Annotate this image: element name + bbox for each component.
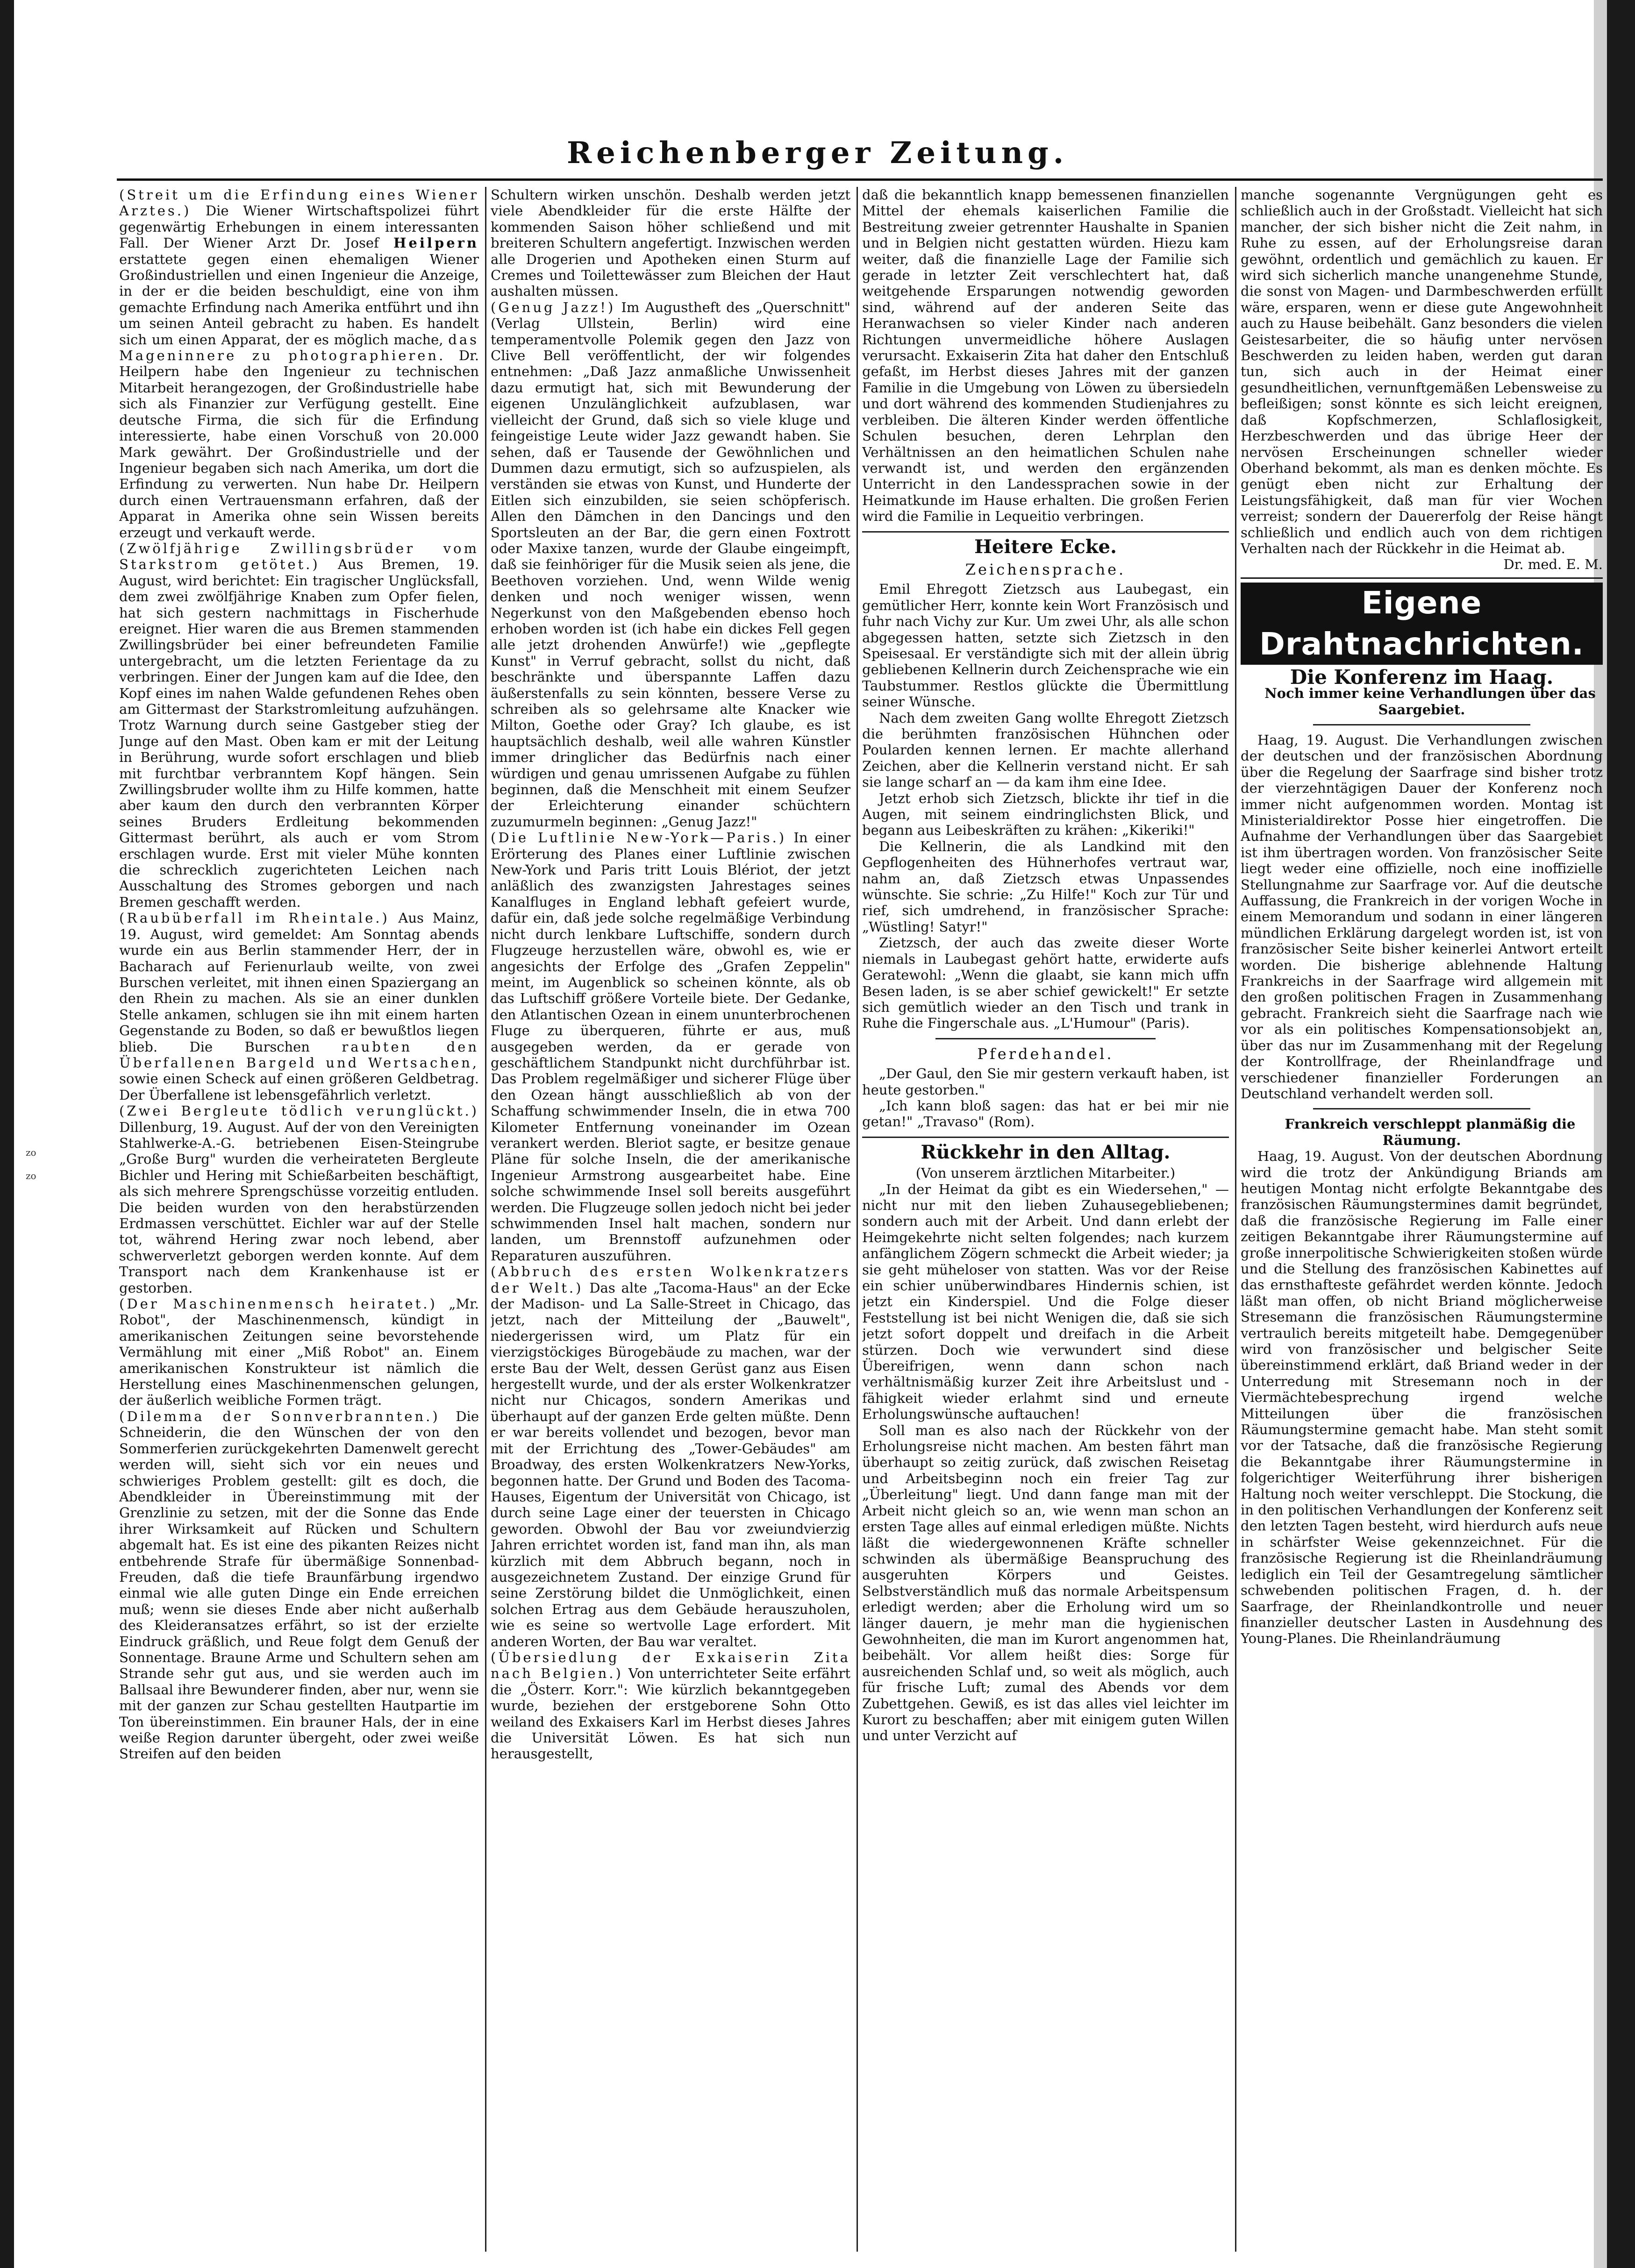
- article-text: raubten den Überfallenen Bargeld und Wertsachen,: [119, 1038, 479, 1071]
- divider: [1313, 1108, 1530, 1109]
- subheadline: Noch immer keine Verhandlungen über das Saargebiet.: [1264, 685, 1596, 718]
- scan-edge-right: [1607, 0, 1635, 2268]
- margin-mark: zo: [26, 1147, 36, 1158]
- article-text: „In der Heimat da gibt es ein Wiedersehen," — nicht nur mit den lieben Zuhausegebliebenen; sondern auch mit der Arbeit. Und dann erlebt der Heimgekehrte nicht selten folgendes; nach kurzem anfänglichem Zögern schmeckt die Arbeit wieder; ja sie geht müheloser von statten. Was vor der Reise ein schier unüberwindbares Hindernis schien, ist jetzt ein Kinderspiel. Und die Folge dieser Feststellung ist bei nicht Wenigen die, daß sie sich jetzt sofort doppelt und dreifach in die Arbeit stürzen. Doch wie verwundert sind diese Übereifrigen, wenn dann schon nach verhältnismäßig kurzer Zeit ihre Arbeitslust und -fähigkeit wieder erlahmt sind und erneute Erholungswünsche auftauchen!: [862, 1181, 1229, 1422]
- source-credit: „Travaso" (Rom).: [917, 1114, 1035, 1130]
- article-text: Haag, 19. August. Von der deutschen Abordnung wird die trotz der Ankündigung Briands am heutigen Montag nicht erfolgte Bekanntgabe des französischen Räumungstermines damit begründet, daß die französische Regierung im Falle einer zeitigen Bekanntgabe ihrer Räumungstermine auf große innerpolitische Schwierigkeiten stoßen würde und die Stellung des französischen Kabinettes auf das ernsthafteste gefährdet werden könnte. Jedoch läßt man offen, ob nicht Briand möglicherweise Stresemann die französischen Räumungstermine vertraulich bereits mitgeteilt habe. Demgegenüber wird von französischer und belgischer Seite übereinstimmend erklärt, daß Briand weder in der Unterredung mit Stresemann noch in der Viermächtebesprechung irgend welche Mitteilungen über die französischen Räumungstermine gemacht habe. Man steht somit vor der Tatsache, daß die französische Regierung die Bekanntgabe ihrer Räumungstermine in folgerichtiger Weiterführung ihrer bisherigen Haltung noch weiter verschleppt. Die Stockung, die in den politischen Verhandlungen der Konferenz seit den letzten Tagen besteht, wird hierdurch aufs neue in schärfster Weise gekennzeichnet. Für die französische Regierung ist die Rheinlandräumung lediglich ein Teil der Gesamtregelung sämtlicher schwebenden politischen Fragen, d. h. der Saarfrage, der Rheinlandkontrolle und neuer finanzieller deutscher Lasten in Ausdehnung des Young-Planes. Die Rheinlandräumung: [1241, 1148, 1603, 1647]
- article-text: sowie einen Scheck auf einen größeren Geldbetrag. Der Überfallene ist lebensgefährlich verletzt.: [119, 1071, 479, 1103]
- article: [119, 187, 479, 540]
- divider: [1313, 724, 1530, 725]
- article-heading: (Zwölfjährige Zwillingsbrüder vom Starkstrom getötet.): [119, 540, 479, 573]
- source-credit: „L'Humour" (Paris).: [1053, 1015, 1190, 1031]
- signature: Dr. med. E. M.: [1503, 556, 1603, 573]
- divider: [935, 1038, 1156, 1039]
- article: [119, 1296, 479, 1408]
- article-text: Schultern wirken unschön. Deshalb werden jetzt viele Abendkleider für die erste Hälfte der kommenden Saison höher schließend und mit breiteren Schultern angefertigt. Inzwischen werden alle Drogerien und Apotheken einen Sturm auf Cremes und Toilettewässer zum Bleichen der Haut aushalten müssen.: [491, 187, 850, 299]
- subheading: Pferdehandel.: [977, 1045, 1114, 1063]
- article-text: „Ich kann bloß sagen: das hat er bei mir nie getan!": [862, 1097, 1229, 1130]
- article-heading: (Zwei Bergleute tödlich verunglückt.): [119, 1103, 479, 1119]
- article: [119, 1408, 479, 1762]
- article-text: Die Kellnerin, die als Landkind mit den Gepflogenheiten des Hühnerhofes vertraut war, nahm an, daß Zietzsch etwas Unpassendes wünschte. Sie schrie: „Zu Hilfe!" Koch zur Tür und rief, sich umdrehend, in französischer Sprache: „Wüstling! Satyr!": [862, 838, 1229, 935]
- article-heading: (Die Luftlinie New-York—Paris.): [491, 830, 787, 846]
- article: [491, 830, 850, 1264]
- article-heading: (Dilemma der Sonnverbrannten.): [119, 1408, 440, 1424]
- article-text: Aus Bremen, 19. August, wird berichtet: Ein tragischer Unglücksfall, dem zwei zwölfjährige Knaben zum Opfer fielen, hat sich gestern nachmittags in Fischerhude ereignet. Hier waren die aus Bremen stammenden Zwillingsbrüder bei einer befreundeten Familie untergebracht, um die letzten Ferientage da zu verbringen. Einer der Jungen kam auf die Idee, den Kopf eines im nahen Walde gefundenen Rehes oben am Gittermast der Starkstromleitung aufzuhängen. Trotz Warnung durch seine Gastgeber stieg der Junge auf den Mast. Oben kam er mit der Leitung in Berührung, wurde sofort erschlagen und blieb mit furchtbar verbranntem Kopf hängen. Sein Zwillingsbruder wollte ihm zu Hilfe kommen, hatte aber kaum den durch den verbrannten Körper seines Bruders Erdleitung bekommenden Gittermast berührt, als auch er vom Strom erschlagen wurde. Erst mit vieler Mühe konnten die schrecklich zugerichteten Leichen nach Ausschaltung des Stromes geborgen und nach Bremen geschafft werden.: [119, 556, 479, 910]
- section-heading-heitere-ecke: Heitere Ecke.: [974, 535, 1117, 558]
- article: [491, 1649, 850, 1762]
- article-text: „Mr. Robot", der Maschinenmensch, kündigt in amerikanischen Zeitungen seine bevorstehende Vermählung mit einer „Miß Robot" an. Einem amerikanischen Konstrukteur ist nämlich die Herstellung eines Maschinenmenschen gelungen, der äußerlich weibliche Formen trägt.: [119, 1296, 479, 1408]
- article-text: erstattete gegen einen ehemaligen Wiener Großindustriellen und einen Ingenieur die Anzeige, in der er die beiden beschuldigt, eine von ihm gemachte Erfindung nach Amerika entführt und ihn um seinen Anteil gebracht zu haben. Es handelt sich um einen Apparat, der es möglich mache,: [119, 251, 479, 348]
- section-banner: Eigene Drahtnachrichten.: [1241, 583, 1603, 665]
- article-text: Dillenburg, 19. August. Auf der von den Vereinigten Stahlwerke-A.-G. betriebenen Eisen-Steingrube „Große Burg" wurden die verheirateten Bergleute Bichler und Hering mit Schießarbeiten beschäftigt, als sich mehrere Sprengschüsse vorzeitig entluden. Die beiden wurden von den herabstürzenden Erdmassen verschüttet. Eichler war auf der Stelle tot, während Hering zwar noch lebend, aber schwerverletzt geborgen werden konnte. Auf dem Transport nach dem Krankenhause ist er gestorben.: [119, 1119, 479, 1296]
- section-rule: [862, 1137, 1229, 1138]
- article-text: Emil Ehregott Zietzsch aus Laubegast, ein gemütlicher Herr, konnte kein Wort Französisch und fuhr nach Vichy zur Kur. Um zwei Uhr, als alle schon abgegessen hatten, setzte sich Zietzsch in den Speisesaal. Er verständigte sich mit der allein übrig gebliebenen Kellnerin durch Zeichensprache wie ein Taubstummer. Restlos glückte die Übermittlung seiner Wünsche.: [862, 581, 1229, 710]
- section-heading-rueckkehr: Rückkehr in den Alltag.: [921, 1141, 1171, 1163]
- article-text: [862, 1098, 1229, 1130]
- column-4: [1241, 187, 1603, 2247]
- article-text: Aus Mainz, 19. August, wird gemeldet: Am Sonntag abends wurde ein aus Berlin stammender Herr, der in Bacharach auf Ferienurlaub weilte, von zwei Burschen verleitet, mit ihnen einen Spaziergang an den Rhein zu machen. Als sie an einer dunklen Stelle ankamen, schlugen sie ihn mit einem harten Gegenstande zu Boden, so daß er bewußtlos liegen blieb. Die Burschen: [119, 910, 479, 1055]
- article: [491, 1264, 850, 1649]
- section-rule: [862, 531, 1229, 533]
- article-text: In einer Erörterung des Planes einer Luftlinie zwischen New-York und Paris tritt Louis Blériot, der jetzt anläßlich des zwanzigsten Jahrestages seines Kanalfluges in England lebhaft gefeiert wurde, dafür ein, daß jede solche regelmäßige Verbindung nicht durch lenkbare Luftschiffe, sondern durch Flugzeuge herzustellen wäre, obwohl es, wie er angesichts der Erfolge des „Grafen Zeppelin" meint, im Augenblick so scheinen könnte, als ob das Luftschiff größere Vorteile biete. Der Gedanke, den Atlantischen Ozean in einem ununterbrochenen Fluge zu überqueren, führte er aus, muß ausgegeben werden, da er gerade von geschäftlichem Standpunkt nicht durchführbar ist. Das Problem regelmäßiger und sicherer Flüge über den Ozean hängt ausschließlich ab von der Schaffung schwimmender Inseln, die in etwa 700 Kilometer Entfernung voneinander im Ozean verankert werden. Bleriot sagte, er besitze genaue Pläne für solche Inseln, die der amerikanische Ingenieur Armstrong ausgearbeitet habe. Eine solche schwimmende Insel soll bereits ausgeführt werden. Die Flugzeuge sollen jedoch nicht bei jeder schwimmenden Insel halt machen, sondern nur landen, um Brennstoff aufzunehmen oder Reparaturen auszuführen.: [491, 830, 850, 1264]
- byline: (Von unserem ärztlichen Mitarbeiter.): [915, 1165, 1176, 1181]
- headline: Die Konferenz im Haag.: [1290, 665, 1554, 689]
- article: [119, 540, 479, 910]
- article-text: Heilpern: [393, 235, 479, 251]
- column-divider: [485, 187, 486, 2252]
- article-heading: (Streit um die Erfindung eines Wiener Arztes.): [119, 187, 479, 219]
- article-text: Die Wiener Wirtschaftspolizei führt gegenwärtig Erhebungen in einem interessanten Fall. Der Wiener Arzt Dr. Josef: [119, 203, 479, 251]
- article-text: Zietzsch, der auch das zweite dieser Worte niemals in Laubegast gehört hatte, erwiderte aufs Geratewohl: „Wenn die glaabt, sie kann mich uffn Besen laden, is se aber schief gewickelt!" Er setzte sich gemütlich wieder an den Tisch und trank in Ruhe die Fingerschale aus.: [862, 935, 1229, 1031]
- article-heading: (Abbruch des ersten Wolkenkratzers der Welt.): [491, 1264, 850, 1296]
- column-divider: [857, 187, 858, 2252]
- article-text: manche sogenannte Vergnügungen geht es schließlich auch in der Großstadt. Vielleicht hat sich mancher, der sich bisher nicht die Zeit nahm, in Ruhe zu essen, auf der Erholungsreise daran gewöhnt, ordentlich und gemächlich zu kauen. Er wird sich sicherlich manche unangenehme Stunde, die sonst von Magen- und Darmbeschwerden erfüllt wäre, ersparen, wenn er diese gute Angewohnheit auch zu Hause beibehält. Ganz besonders die vielen Geistesarbeiter, die so häufig unter nervösen Beschwerden zu leiden haben, werden gut daran tun, sich auch in der Heimat einer gesundheitlichen, vernunftgemäßen Lebensweise zu befleißigen; sonst könnte es sich leicht ereignen, daß Kopfschmerzen, Schlaflosigkeit, Herzbeschwerden und das übrige Heer der nervösen Erscheinungen schneller wieder Oberhand bekommt, als man es denken möchte. Es genügt eben nicht zur Erhaltung der Leistungsfähigkeit, daß man für vier Wochen verreist; sondern der Dauererfolg der Reise hängt schließlich und endlich auch von dem richtigen Verhalten nach der Rückkehr in die Heimat ab.: [1241, 187, 1603, 556]
- article-heading: (Raubüberfall im Rheintale.): [119, 910, 390, 926]
- article-text: das Mageninnere zu photographieren.: [119, 331, 479, 364]
- column-3: [862, 187, 1229, 2247]
- article-heading: (Der Maschinenmensch heiratet.): [119, 1296, 437, 1312]
- scan-edge-left: [0, 0, 14, 2268]
- column-2: [491, 187, 850, 2247]
- article: [119, 1103, 479, 1296]
- article-text: Jetzt erhob sich Zietzsch, blickte ihr tief in die Augen, mit seinem eindringlichsten Blick, und begann aus Leibeskräften zu krähen: „Kikeriki!": [862, 790, 1229, 839]
- article-text: Soll man es also nach der Rückkehr von der Erholungsreise nicht machen. Am besten fährt man überhaupt so zeitig zurück, daß zwischen Reisetag und Arbeitsbeginn noch ein freier Tag zur „Überleitung" liegt. Und dann fange man mit der Arbeit nicht gleich so an, wie wenn man schon an ersten Tage alles auf einmal erledigen müßte. Nichts läßt die wiedergewonnenen Kräfte schneller schwinden als übermäßige Beanspruchung des ausgeruhten Körpers und Geistes. Selbstverständlich muß das normale Arbeitspensum erledigt werden; aber die Erholung wird um so länger dauern, je mehr man die hygienischen Gewohnheiten, die man im Kurort angenommen hat, beibehält. Vor allem heißt dies: Sorge für ausreichenden Schlaf und, so weit als möglich, auch für frische Luft; zumal des Abends vor dem Zubettgehen. Gewiß, es ist das alles viel leichter im Kurort zu beschaffen; aber mit einigem guten Willen und unter Verzicht auf: [862, 1422, 1229, 1744]
- article: [119, 910, 479, 1103]
- column-1: [119, 187, 479, 2247]
- article-text: Die Schneiderin, die den Wünschen der von den Sommerferien zurückgekehrten Damenwelt gerecht werden will, sieht sich vor ein neues und schwieriges Problem gestellt: gilt es doch, die Abendkleider in Übereinstimmung mit der Grenzlinie zu setzen, mit der die Sonne das Ende ihrer Wirksamkeit auf Rücken und Schultern abgemalt hat. Es ist eine des pikanten Reizes nicht entbehrende Strafe für übermäßige Sonnenbad-Freuden, daß die tiefe Braunfärbung irgendwo einmal wie alle guten Dinge ein Ende erreichen muß; wenn sie dieses Ende aber nicht außerhalb des Kleideransatzes erfährt, so ist der erzielte Eindruck gräßlich, und Reue folgt dem Genuß der Sonnentage. Braune Arme und Schultern sehen am Strande sehr gut aus, und sie werden auch im Ballsaal ihre Bewunderer finden, aber nur, wenn sie mit der ganzen zur Schau gestellten Hautpartie im Ton übereinstimmen. Ein brauner Hals, der in eine weiße Region darunter übergeht, oder zwei weiße Streifen auf den beiden: [119, 1408, 479, 1762]
- article-text: Haag, 19. August. Die Verhandlungen zwischen der deutschen und der französischen Abordnung über die Regelung der Saarfrage sind bisher trotz der vierzehntägigen Dauer der Konferenz noch immer nicht aufgenommen worden. Montag ist Ministerialdirektor Posse hier eingetroffen. Die Aufnahme der Verhandlungen über das Saargebiet ist ihm übertragen worden. Von französischer Seite liegt weder eine offizielle, noch eine inoffizielle Stellungnahme zur Saarfrage vor. Auf die deutsche Auffassung, die Frankreich in der vorigen Woche in einem Memorandum und sodann in einer längeren mündlichen Erklärung dargelegt worden ist, ist von französischer Seite bisher keinerlei Antwort erteilt worden. Die bisherige ablehnende Haltung Frankreichs in der Saarfrage wird allgemein mit den großen politischen Fragen in Zusammenhang gebracht. Frankreich sieht die Saarfrage nach wie vor als ein politisches Kompensationsobjekt an, über das nur im Zusammenhang mit der Regelung der Kontrollfrage, der Rheinlandfrage und verschiedener finanzieller Forderungen an Deutschland verhandelt werden soll.: [1241, 732, 1603, 1102]
- article-text: Nach dem zweiten Gang wollte Ehregott Zietzsch die berühmten französischen Hühnchen oder Poularden kennen lernen. Er machte allerhand Zeichen, aber die Kellnerin verstand nicht. Er sah sie lange scharf an — da kam ihm eine Idee.: [862, 710, 1229, 790]
- article: [491, 299, 850, 830]
- banner-box: [1241, 577, 1603, 665]
- article-text: Dr. Heilpern habe den Ingenieur zu technischen Mitarbeit herangezogen, der Großindustrielle habe sich als Finanzier zur Verfügung gestellt. Eine deutsche Firma, die sich für die Erfindung interessierte, habe einen Vorschuß von 20.000 Mark gewährt. Der Großindustrielle und der Ingenieur begaben sich nach Amerika, um dort die Erfindung zu verwerten. Nun habe Dr. Heilpern durch einen Vertrauensmann erfahren, daß der Apparat in Amerika ohne sein Wissen bereits erzeugt und verkauft werde.: [119, 348, 479, 540]
- subheading: Zeichensprache.: [965, 560, 1126, 578]
- article-text: Im Augustheft des „Querschnitt" (Verlag Ullstein, Berlin) wird eine temperamentvolle Polemik gegen den Jazz von Clive Bell veröffentlicht, der wir folgendes entnehmen: „Daß Jazz anmaßliche Unwissenheit dazu ermutigt hat, sich mit Bewunderung der eigenen Unzulänglichkeit aufzublasen, war vielleicht der Grund, daß sich so viele kluge und feingeistige Leute wider Jazz gewandt haben. Sie sehen, daß er Tausende der Gewöhnlichen und Dummen dazu ermutigt, sich so aufzuspielen, als verständen sie etwas von Kunst, und Hunderte der Eitlen sich einzubilden, sie seien schöpferisch. Allen den Dämchen in den Dancings und den Sportsleuten an der Bar, die gern einen Foxtrott oder Maxixe tanzen, wurde der Glaube eingeimpft, daß sie feinhöriger für die Musik seien als jene, die Beethoven vorziehen. Und, wenn Wilde wenig denken und noch weniger wissen, wenn Negerkunst von den Maßgebenden ebenso hoch erhoben worden ist (ich habe ein dickes Fell gegen alle jetzt drohenden Anwürfe!) wie „gepflegte Kunst" in Verruf gebracht, sollst du nicht, daß beschränkte und überspannte Laffen dazu äußerstenfalls zu sein könnten, bessere Verse zu schreiben als so gelehrsame alte Knacker wie Milton, Goethe oder Gray? Ich glaube, es ist hauptsächlich deshalb, weil alle wahren Künstler immer dringlicher das Bedürfnis nach einer würdigen und genau umrissenen Aufgabe zu fühlen beginnen, daß die Menschheit mit einem Seufzer der Erleichterung einander schüchtern zuzumurmeln beginnen: „Genug Jazz!": [491, 299, 850, 830]
- article-text: [862, 935, 1229, 1031]
- article-text: Das alte „Tacoma-Haus" an der Ecke der Madison- und La Salle-Street in Chicago, das jetzt, nach der Mitteilung der „Bauwelt", niedergerissen wird, um Platz für ein vierzigstöckiges Bürogebäude zu machen, war der erste Bau der Welt, dessen Gerüst ganz aus Eisen hergestellt wurde, und der als erster Wolkenkratzer nicht nur Chicagos, sondern Amerikas und überhaupt auf der ganzen Erde gelten müßte. Denn er war bereits vollendet und bezogen, bevor man mit der Errichtung des „Tower-Gebäudes" am Broadway, des ersten Wolkenkratzers New-Yorks, begonnen hatte. Der Grund und Boden des Tacoma-Hauses, Eigentum der Universität von Chicago, ist durch seine Lage einer der teuersten in Chicago geworden. Obwohl der Bau vor zweiundvierzig Jahren errichtet worden ist, fand man ihn, als man kürzlich mit dem Abbruch begann, noch in ausgezeichnetem Zustand. Der einzige Grund für seine Zerstörung bildet die Unmöglichkeit, einen solchen Ertrag aus dem Gebäude herauszuholen, wie es seine so wertvolle Lage erfordert. Mit anderen Worten, der Bau war veraltet.: [491, 1280, 850, 1649]
- masthead-rule: [117, 178, 1603, 181]
- column-divider: [1235, 187, 1236, 2252]
- article-heading: (Genug Jazz!): [491, 299, 616, 315]
- headline: Frankreich verschleppt planmäßig die Räumung.: [1285, 1116, 1576, 1148]
- article-text: Von unterrichteter Seite erfährt die „Österr. Korr.": Wie kürzlich bekanntgegeben wurde, beziehen der erstgeborene Sohn Otto weiland des Exkaisers Karl im Herbst dieses Jahres die Universität Löwen. Es hat sich nun herausgestellt,: [491, 1665, 850, 1762]
- article-text: daß die bekanntlich knapp bemessenen finanziellen Mittel der ehemals kaiserlichen Familie die Bestreitung zweier getrennter Haushalte in Spanien und in Belgien nicht gestatten würden. Hiezu kam weiter, daß die finanzielle Lage der Familie sich gerade in letzter Zeit verschlechtert hat, daß weitgehende Ersparungen notwendig geworden sind, während auf der anderen Seite das Heranwachsen so vieler Kinder nach anderen Richtungen unvermeidliche höhere Auslagen verursacht. Exkaiserin Zita hat daher den Entschluß gefaßt, im Herbst dieses Jahres mit der ganzen Familie in die Umgebung von Löwen zu übersiedeln und dort während des kommenden Studienjahres zu verbleiben. Die älteren Kinder werden öffentliche Schulen besuchen, deren Lehrplan den Verhältnissen an den heimatlichen Schulen nahe verwandt ist, und werden den ergänzenden Unterricht in den Landessprachen sowie in der Heimatkunde im Hause erhalten. Die großen Ferien wird die Familie in Lequeitio verbringen.: [862, 187, 1229, 525]
- article-heading: (Übersiedlung der Exkaiserin Zita nach Belgien.): [491, 1649, 850, 1682]
- article-text: „Der Gaul, den Sie mir gestern verkauft haben, ist heute gestorben.": [862, 1066, 1229, 1098]
- masthead: Reichenberger Zeitung.: [566, 135, 1069, 171]
- margin-mark: zo: [26, 1170, 36, 1181]
